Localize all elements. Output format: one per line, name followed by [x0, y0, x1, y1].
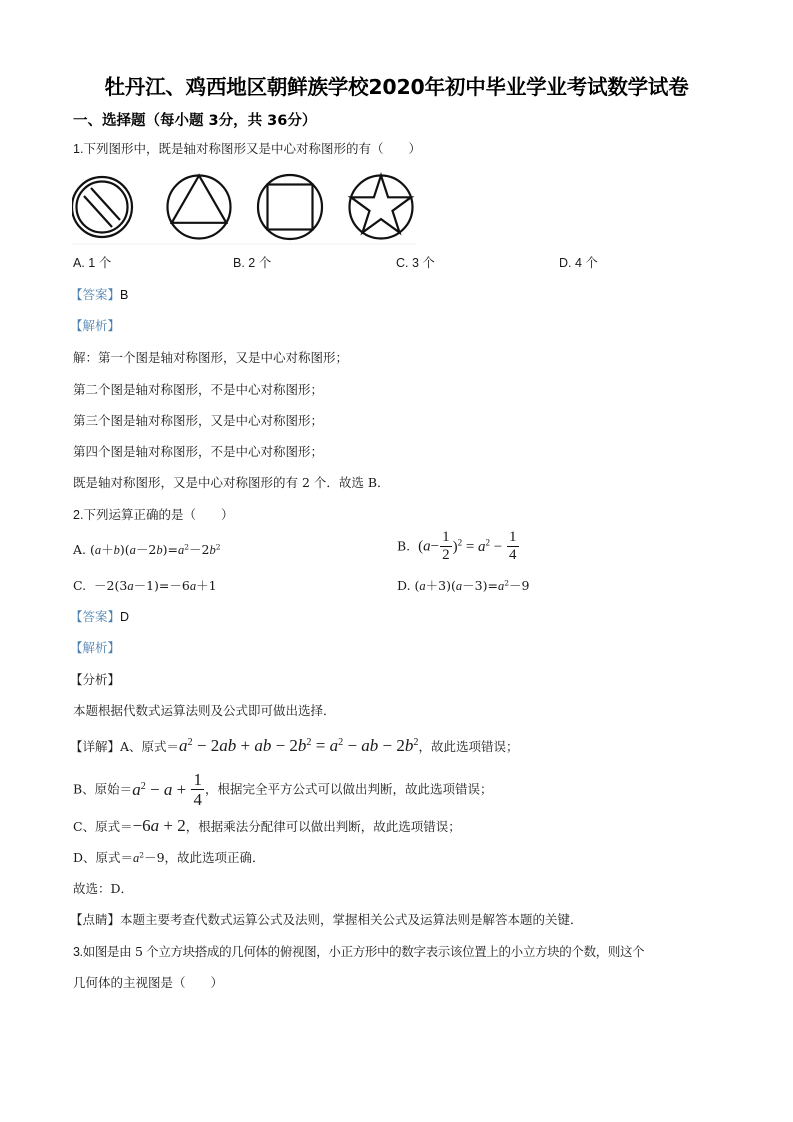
circle-with-inscribed-star-icon	[350, 176, 413, 239]
question-number: 3.	[73, 945, 83, 959]
fenxi-tag: 【分析】	[70, 672, 121, 687]
dianjing-line: 【点睛】本题主要考查代数式运算公式及法则，掌握相关公式及运算法则是解答本题的关键．	[70, 912, 583, 927]
solution-line: 既是轴对称图形，又是中心对称图形的有 2 个．故选 B．	[73, 475, 390, 490]
option-c: C. 3 个	[396, 256, 435, 270]
option-b: B. (a− $\frac{1}{2}$ )$^2 = a^2$ − $\frac{1}{4}$	[397, 529, 517, 563]
conclusion: 故选：D．	[73, 881, 134, 896]
question-number: 2.	[73, 508, 84, 522]
option-b: B. 2 个	[233, 256, 272, 270]
solution-line: 第三个图是轴对称图形，又是中心对称图形；	[73, 413, 324, 428]
fraction-one-half: $\frac{1}{2}$	[442, 529, 450, 563]
solution-line: 第四个图是轴对称图形，不是中心对称图形；	[73, 444, 324, 459]
question-text: 如图是由 5 个立方块搭成的几何体的俯视图，小正方形中的数字表示该位置上的小立方块的个数，则这个	[82, 944, 645, 959]
question-text: 下列图形中，既是轴对称图形又是中心对称图形的有（ ）	[83, 141, 421, 156]
circle-with-diagonal-bar-icon	[72, 177, 132, 237]
question-1-stem	[73, 141, 421, 157]
answer-value: B	[120, 288, 129, 302]
solution-line: 解：第一个图是轴对称图形，又是中心对称图形；	[73, 350, 349, 365]
option-c: C. －2(3a－1)=－6a＋1	[73, 578, 217, 593]
question-3-stem-cont: 几何体的主视图是（ ）	[73, 975, 224, 990]
answer-value: D	[120, 610, 130, 624]
answer-tag: 【答案】	[70, 609, 121, 624]
circle-with-inscribed-triangle-icon	[168, 176, 231, 239]
option-a: A. 1 个	[73, 256, 112, 270]
question-2-stem	[73, 507, 233, 523]
section-heading: 一、选择题（每小题 3分，共 36分）	[73, 113, 317, 129]
option-d: D. 4 个	[559, 256, 598, 270]
solution-line: 第二个图是轴对称图形，不是中心对称图形；	[73, 382, 324, 397]
fraction-one-quarter: $\frac{1}{4}$	[193, 770, 202, 809]
fenxi-text: 本题根据代数式运算法则及公式即可做出选择．	[73, 703, 336, 718]
question-text: 下列运算正确的是（ ）	[83, 507, 234, 522]
option-a: A. $(a+b)(a-2b)=a^2-2b^2$	[73, 542, 221, 557]
detail-line-b: B、原始$=a^2 - a$ + $\frac{1}{4}$ ，根据完全平方公式可以做出判断，故此选项错误；	[73, 770, 493, 809]
question-1-figure	[72, 170, 416, 245]
answer-line	[70, 609, 129, 625]
document-title: 牡丹江、鸡西地区朝鲜族学校2020年初中毕业学业考试数学试卷	[104, 75, 689, 99]
circle-with-inscribed-square-icon	[258, 175, 322, 239]
answer-tag: 【答案】	[70, 287, 121, 302]
question-3-stem	[73, 944, 644, 960]
question-number: 1.	[73, 142, 84, 156]
fraction-one-quarter: $\frac{1}{4}$	[509, 529, 517, 563]
answer-line	[70, 287, 128, 303]
detail-line-d: D、原式$=a^2-9$，故此选项正确．	[73, 850, 265, 865]
option-d: D. $(a+3)(a-3)=a^2-9$	[397, 578, 530, 593]
detail-line-c: C、原式＝−6a + 2，根据乘法分配律可以做出判断，故此选项错误；	[73, 816, 461, 835]
analysis-tag: 【解析】	[70, 318, 121, 333]
detail-line-a: 【详解】A、原式$=a^2 - 2ab$ + ab − $2b^2 = a^2$ − ab − $2b^2$，故此选项错误；	[70, 736, 519, 755]
analysis-tag: 【解析】	[70, 640, 121, 655]
